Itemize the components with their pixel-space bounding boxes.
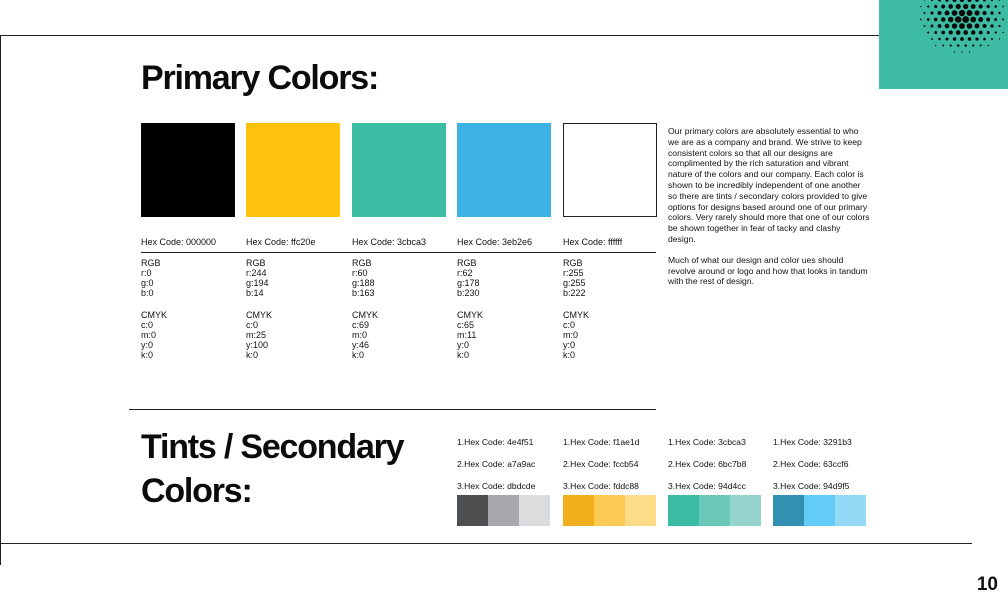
r-value: r:60 — [352, 268, 368, 278]
description-paragraph-1: Our primary colors are absolutely essential to who we are as a company and brand. We strive to keep consistent colors so that all our designs are complimented by the rich saturation and vibrant nature of the colors and our company. Each color is shown to be incredibly independent of one another so there are tints / secondary colors provided to give options for designs based around one of our primary colors. Very rarely should more that one of our colors be shown together in fear of tacky and clashy design. — [668, 126, 870, 244]
halftone-dot — [968, 37, 972, 41]
r-value: r:244 — [246, 268, 267, 278]
cmyk-label-value: CMYK — [563, 310, 590, 320]
halftone-dot — [979, 31, 983, 35]
page-number: 10 — [976, 574, 998, 595]
g-value: g:194 — [246, 278, 269, 288]
halftone-dot — [931, 0, 933, 1]
halftone-dot — [957, 44, 960, 47]
halftone-dot — [945, 0, 949, 2]
b-value: b:222 — [563, 288, 586, 298]
halftone-dot — [987, 45, 989, 47]
tint-swatch — [730, 495, 761, 526]
halftone-dot — [967, 0, 971, 2]
g-value: g:255 — [563, 278, 586, 288]
g-value: g:188 — [352, 278, 375, 288]
hex-code-label: Hex Code: 3eb2e6 — [457, 237, 533, 247]
hex-code-label: Hex Code: ffffff — [563, 237, 623, 247]
halftone-dot — [923, 25, 925, 27]
halftone-dot — [991, 38, 993, 40]
r-value: r:62 — [457, 268, 473, 278]
spacer — [457, 298, 483, 310]
m-value: m:0 — [352, 330, 368, 340]
halftone-dot — [923, 12, 925, 14]
halftone-dot — [990, 11, 993, 14]
color-values — [141, 258, 167, 360]
tint-swatch — [519, 495, 550, 526]
halftone-dot — [948, 4, 953, 9]
halftone-dot — [970, 17, 976, 23]
halftone-dot — [991, 0, 993, 1]
halftone-dot — [945, 11, 950, 16]
tint-hex-label: 2.Hex Code: 63ccf6 — [773, 459, 849, 469]
halftone-dot — [983, 0, 986, 2]
top-rule — [0, 35, 879, 36]
spacer — [246, 298, 272, 310]
halftone-dot — [998, 25, 1000, 27]
halftone-dot — [941, 5, 945, 9]
tint-hex-label: 1.Hex Code: 4e4f51 — [457, 437, 534, 447]
halftone-dot — [938, 24, 942, 28]
g-value: g:178 — [457, 278, 480, 288]
rgb-label-value: RGB — [141, 258, 161, 268]
tint-hex-label: 2.Hex Code: 6bc7b8 — [668, 459, 747, 469]
halftone-dot — [1002, 19, 1004, 21]
tint-swatch-strip — [668, 495, 761, 526]
b-value: b:163 — [352, 288, 375, 298]
tint-group — [457, 431, 557, 497]
halftone-dot — [950, 44, 952, 46]
tint-swatch-strip — [563, 495, 656, 526]
y-value: y:46 — [352, 340, 370, 350]
halftone-dot — [941, 31, 945, 35]
tint-hex-label: 1.Hex Code: f1ae1d — [563, 437, 640, 447]
halftone-dot — [935, 45, 936, 46]
tint-group — [668, 431, 768, 497]
halftone-dot — [953, 0, 957, 2]
section-divider — [129, 409, 656, 410]
halftone-dot — [986, 18, 990, 22]
k-value: k:0 — [246, 350, 259, 360]
page-title: Primary Colors: — [141, 59, 379, 97]
cmyk-label-value: CMYK — [457, 310, 484, 320]
tint-swatch — [594, 495, 625, 526]
halftone-dot — [961, 51, 962, 52]
tint-swatch — [488, 495, 519, 526]
color-swatch — [352, 123, 446, 217]
halftone-dot — [954, 51, 955, 52]
tint-hex-label: 2.Hex Code: a7a9ac — [457, 459, 536, 469]
tint-swatch — [835, 495, 866, 526]
halftone-dot — [980, 44, 982, 46]
tint-hex-label: 3.Hex Code: 94d4cc — [668, 481, 746, 491]
halftone-dot — [938, 0, 941, 1]
halftone-dot — [956, 30, 961, 35]
y-value: y:100 — [246, 340, 269, 350]
spacer — [141, 298, 167, 310]
description — [668, 126, 870, 297]
halftone-dot — [949, 30, 953, 34]
tint-swatch — [773, 495, 804, 526]
halftone-dot — [960, 0, 964, 2]
halftone-dot — [927, 31, 929, 33]
hex-code-label: Hex Code: ffc20e — [246, 237, 316, 247]
halftone-dot — [959, 23, 965, 29]
tint-group — [773, 431, 873, 497]
halftone-dot — [931, 38, 933, 40]
halftone-dot — [978, 17, 983, 22]
color-swatch — [246, 123, 340, 217]
halftone-dot — [945, 37, 948, 40]
section-title-tints-line1: Tints / Secondary — [141, 428, 404, 466]
halftone-dot — [941, 17, 946, 22]
halftone-dot — [938, 38, 941, 41]
halftone-dot — [972, 44, 974, 46]
color-values — [352, 258, 378, 360]
hex-code-label: Hex Code: 000000 — [141, 237, 217, 247]
halftone-dot — [924, 0, 925, 1]
halftone-dot — [942, 45, 944, 47]
halftone-dot — [945, 24, 950, 29]
c-value: c:65 — [457, 320, 475, 330]
tint-hex-label: 1.Hex Code: 3291b3 — [773, 437, 852, 447]
rgb-label-value: RGB — [457, 258, 477, 268]
halftone-dot — [1002, 6, 1004, 8]
halftone-dot — [999, 0, 1001, 1]
tint-hex-label: 3.Hex Code: fddc88 — [563, 481, 639, 491]
tint-swatch — [668, 495, 699, 526]
halftone-dot — [967, 10, 973, 16]
halftone-dot — [994, 5, 997, 8]
halftone-dot — [979, 4, 983, 8]
halftone-dot — [934, 31, 937, 34]
tint-hex-label: 3.Hex Code: dbdcde — [457, 481, 536, 491]
color-values — [457, 258, 483, 360]
color-values — [246, 258, 272, 360]
halftone-dot — [982, 24, 986, 28]
halftone-dot — [974, 10, 979, 15]
y-value: y:0 — [457, 340, 470, 350]
halftone-dot — [927, 18, 930, 21]
halftone-dot — [971, 30, 975, 34]
tint-hex-label: 1.Hex Code: 3cbca3 — [668, 437, 746, 447]
tint-swatch — [457, 495, 488, 526]
halftone-dot — [948, 17, 954, 23]
halftone-dot — [920, 19, 922, 21]
halftone-dot — [1002, 32, 1003, 33]
cmyk-label-value: CMYK — [141, 310, 168, 320]
halftone-dot — [955, 16, 962, 23]
tint-swatch — [699, 495, 730, 526]
halftone-dot — [975, 24, 980, 29]
y-value: y:0 — [141, 340, 154, 350]
color-swatch — [457, 123, 551, 217]
halftone-dot — [927, 5, 929, 7]
halftone-dot — [963, 30, 968, 35]
rgb-label-value: RGB — [246, 258, 266, 268]
hex-code-label: Hex Code: 3cbca3 — [352, 237, 427, 247]
k-value: k:0 — [352, 350, 365, 360]
halftone-dot — [998, 12, 1000, 14]
c-value: c:0 — [141, 320, 154, 330]
b-value: b:230 — [457, 288, 480, 298]
halftone-dot — [930, 11, 933, 14]
bottom-rule — [0, 543, 972, 544]
halftone-dot — [962, 16, 969, 23]
g-value: g:0 — [141, 278, 154, 288]
halftone-dot — [937, 11, 941, 15]
halftone-dot — [967, 23, 973, 29]
m-value: m:25 — [246, 330, 267, 340]
spacer — [352, 298, 378, 310]
rgb-label-value: RGB — [352, 258, 372, 268]
halftone-dot — [960, 37, 964, 41]
halftone-dot — [982, 11, 986, 15]
section-title-tints — [141, 425, 441, 513]
description-paragraph-2: Much of what our design and color ues should revolve around or logo and how that looks in tandum with the rest of design. — [668, 254, 868, 287]
color-values — [563, 258, 589, 360]
tint-swatch-strip — [457, 495, 550, 526]
halftone-dot — [964, 44, 967, 47]
k-value: k:0 — [563, 350, 576, 360]
section-title-tints-line2: Colors: — [141, 472, 252, 510]
m-value: m:0 — [563, 330, 579, 340]
halftone-dot — [931, 25, 934, 28]
c-value: c:0 — [246, 320, 259, 330]
corner-accent — [879, 0, 1008, 89]
halftone-dot — [952, 10, 958, 16]
cmyk-label-value: CMYK — [246, 310, 273, 320]
c-value: c:0 — [563, 320, 576, 330]
halftone-dot — [969, 51, 970, 52]
cmyk-label-value: CMYK — [352, 310, 379, 320]
r-value: r:0 — [141, 268, 152, 278]
halftone-dot — [975, 0, 979, 2]
halftone-dot — [999, 38, 1000, 39]
tint-group — [563, 431, 663, 497]
halftone-dot — [956, 4, 961, 9]
m-value: m:11 — [457, 330, 477, 340]
halftone-dot — [994, 18, 997, 21]
k-value: k:0 — [141, 350, 154, 360]
tint-swatch-strip — [773, 495, 866, 526]
color-swatch — [141, 123, 235, 217]
halftone-dot — [975, 37, 978, 40]
tint-swatch — [563, 495, 594, 526]
tint-swatch — [625, 495, 656, 526]
k-value: k:0 — [457, 350, 470, 360]
halftone-dot — [920, 6, 921, 7]
halftone-dot — [990, 24, 993, 27]
halftone-dot — [987, 5, 990, 8]
halftone-dot — [953, 37, 956, 40]
halftone-dot — [971, 4, 976, 9]
hex-row-divider — [141, 252, 656, 253]
spacer — [563, 298, 589, 310]
halftone-dot — [934, 18, 938, 22]
halftone-dot — [963, 4, 968, 9]
tint-hex-label: 2.Hex Code: fccb54 — [563, 459, 639, 469]
halftone-dot — [952, 23, 957, 28]
tint-swatch — [804, 495, 835, 526]
halftone-dots-icon — [879, 0, 1008, 89]
halftone-dot — [987, 31, 990, 34]
b-value: b:14 — [246, 288, 264, 298]
halftone-dot — [983, 38, 986, 41]
m-value: m:0 — [141, 330, 157, 340]
halftone-dot — [995, 31, 997, 33]
halftone-dot — [959, 10, 965, 16]
left-rule — [0, 35, 1, 565]
b-value: b:0 — [141, 288, 154, 298]
rgb-label-value: RGB — [563, 258, 583, 268]
halftone-dot — [934, 5, 937, 8]
tint-hex-label: 3.Hex Code: 94d9f5 — [773, 481, 850, 491]
c-value: c:69 — [352, 320, 370, 330]
y-value: y:0 — [563, 340, 576, 350]
color-swatch — [563, 123, 657, 217]
r-value: r:255 — [563, 268, 584, 278]
